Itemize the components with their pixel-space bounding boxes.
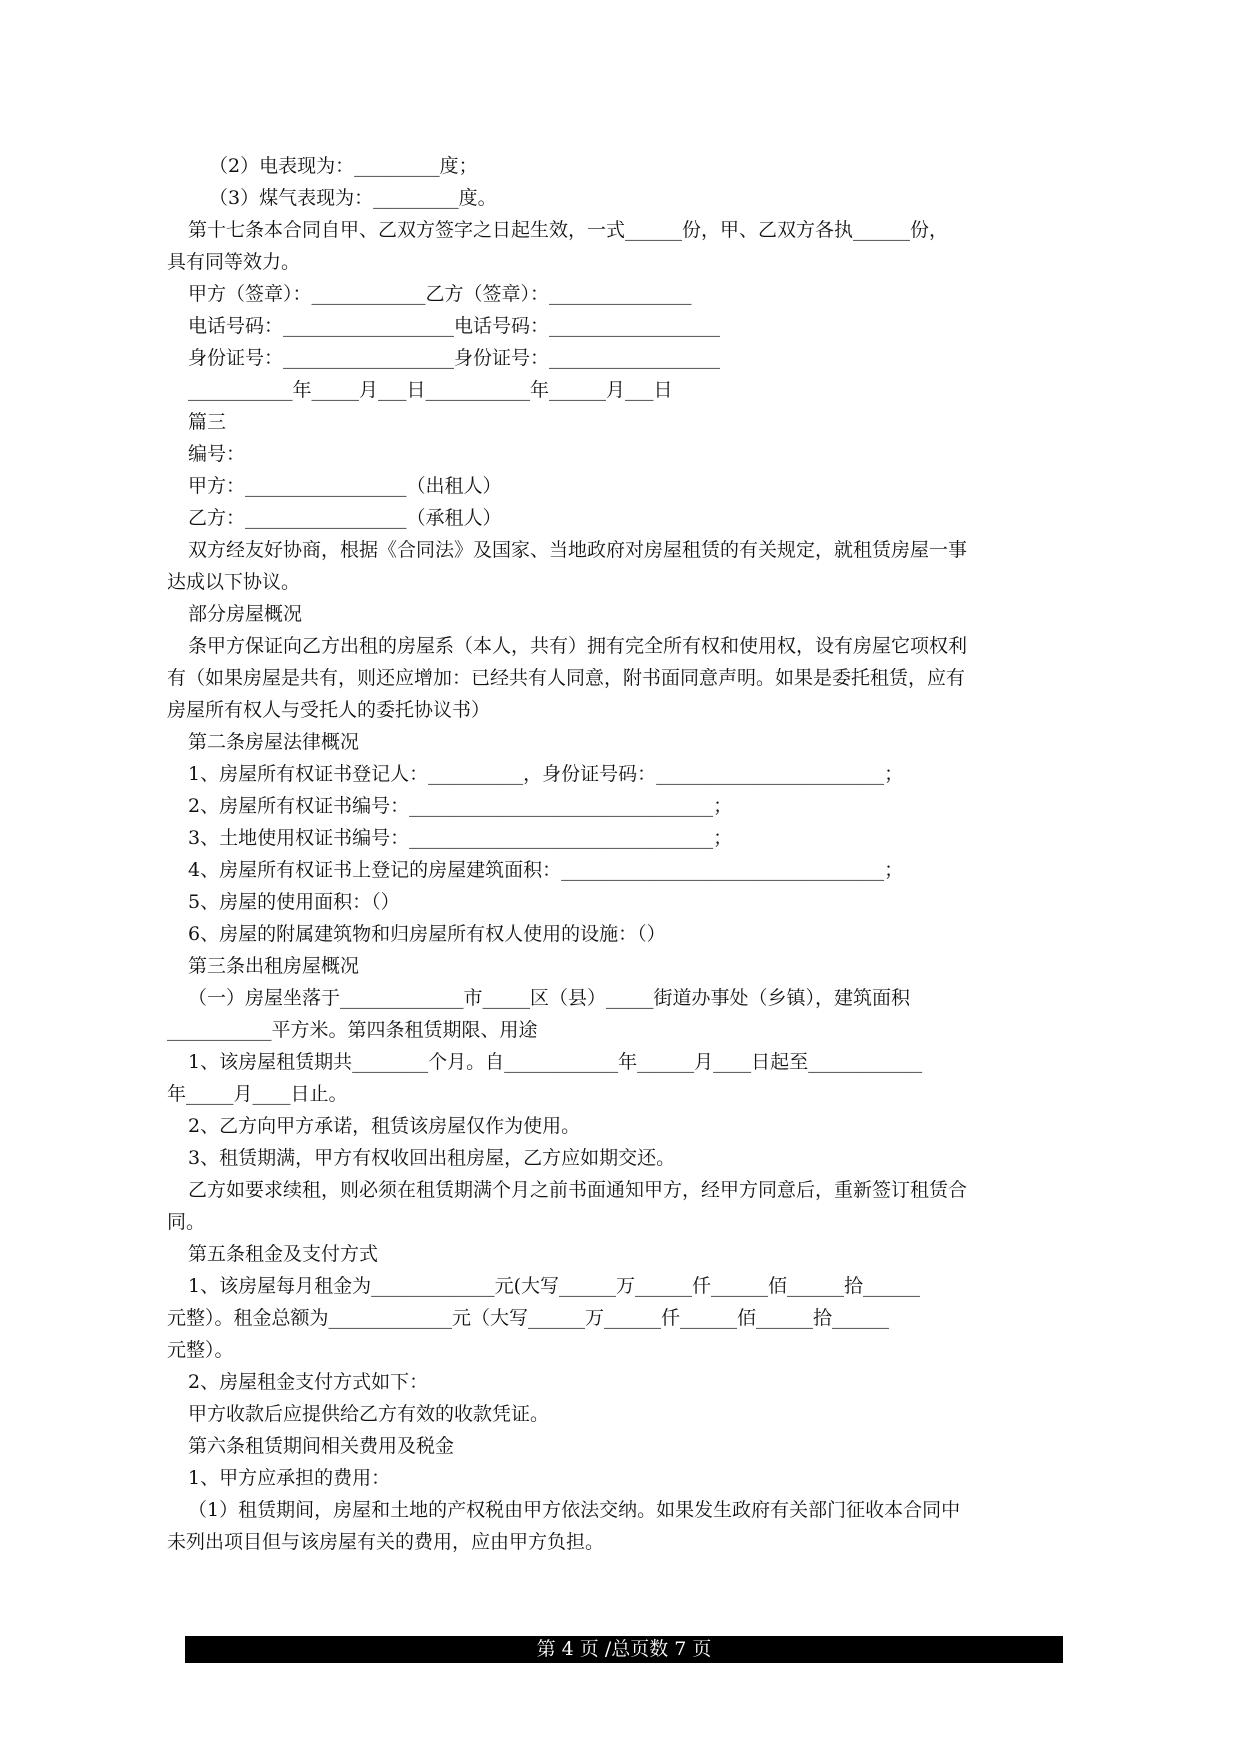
text-line: 电话号码：__________________电话号码：__________________	[188, 315, 721, 337]
text-line: 2、房屋租金支付方式如下：	[188, 1371, 429, 1393]
text-line: 未列出项目但与该房屋有关的费用，应由甲方负担。	[167, 1531, 605, 1553]
text-line: 有（如果房屋是共有，则还应增加：已经共有人同意，附书面同意声明。如果是委托租赁，应有	[167, 667, 966, 689]
text-line: （2）电表现为：_________度；	[209, 155, 478, 177]
text-line: 身份证号：__________________身份证号：__________________	[188, 347, 721, 369]
text-line: 4、房屋所有权证书上登记的房屋建筑面积：__________________________________；	[188, 859, 904, 881]
text-line: 第五条租金及支付方式	[188, 1243, 379, 1265]
text-line: 元整）。租金总额为_____________元（大写______万______仟______佰______拾______	[167, 1307, 890, 1329]
text-line: 房屋所有权人与受托人的委托协议书）	[167, 699, 491, 721]
text-line: 1、该房屋每月租金为_____________元(大写______万______仟______佰______拾______	[188, 1275, 921, 1297]
text-line: （一）房屋坐落于_____________市_____区（县）_____街道办事处（乡镇），建筑面积	[188, 987, 911, 1009]
text-line: 1、甲方应承担的费用：	[188, 1467, 391, 1489]
text-line: 1、房屋所有权证书登记人：__________，身份证号码：________________________；	[188, 763, 904, 785]
text-line: 第六条租赁期间相关费用及税金	[188, 1435, 455, 1457]
document-body	[167, 150, 1068, 1558]
text-line: 编号：	[188, 443, 246, 465]
text-line: 具有同等效力。	[167, 251, 301, 273]
text-line: 乙方：_________________（承租人）	[188, 507, 502, 529]
text-line: 甲方：_________________（出租人）	[188, 475, 502, 497]
text-line: 2、乙方向甲方承诺，租赁该房屋仅作为使用。	[188, 1115, 581, 1137]
text-line: 年_____月____日止。	[167, 1083, 348, 1105]
text-line: 甲方（签章）：____________乙方（签章）：_______________	[188, 283, 692, 305]
text-line: （3）煤气表现为：_________度。	[209, 187, 497, 209]
text-line: 条甲方保证向乙方出租的房屋系（本人，共有）拥有完全所有权和使用权，设有房屋它项权利	[188, 635, 968, 657]
text-line: ___________平方米。第四条租赁期限、用途	[167, 1019, 538, 1041]
text-line: 6、房屋的附属建筑物和归房屋所有权人使用的设施：（）	[188, 923, 666, 945]
text-line: 元整）。	[167, 1339, 234, 1361]
text-line: 双方经友好协商，根据《合同法》及国家、当地政府对房屋租赁的有关规定，就租赁房屋一事	[188, 539, 968, 561]
text-line: 第二条房屋法律概况	[188, 731, 360, 753]
text-line: 达成以下协议。	[167, 571, 301, 593]
text-line: 2、房屋所有权证书编号：________________________________；	[188, 795, 733, 817]
page-footer: 第 4 页 /总页数 7 页	[185, 1636, 1063, 1663]
text-line: 部分房屋概况	[188, 603, 303, 625]
text-line: 乙方如要求续租，则必须在租赁期满个月之前书面通知甲方，经甲方同意后，重新签订租赁合	[188, 1179, 968, 1201]
text-line: ___________年_____月___日___________年______月___日	[188, 379, 673, 401]
text-line: （1）租赁期间，房屋和土地的产权税由甲方依法交纳。如果发生政府有关部门征收本合同中	[188, 1499, 961, 1521]
text-line: 第十七条本合同自甲、乙双方签字之日起生效，一式______份，甲、乙双方各执______份，	[188, 219, 949, 241]
text-line: 1、该房屋租赁期共________个月。自____________年______月____日起至____________	[188, 1051, 923, 1073]
text-line: 甲方收款后应提供给乙方有效的收款凭证。	[188, 1403, 550, 1425]
text-line: 5、房屋的使用面积：（）	[188, 891, 400, 913]
text-line: 3、租赁期满，甲方有权收回出租房屋，乙方应如期交还。	[188, 1147, 676, 1169]
text-line: 同。	[167, 1211, 206, 1233]
text-line: 第三条出租房屋概况	[188, 955, 360, 977]
text-line: 3、土地使用权证书编号：________________________________；	[188, 827, 733, 849]
section-heading: 篇三	[188, 411, 227, 433]
